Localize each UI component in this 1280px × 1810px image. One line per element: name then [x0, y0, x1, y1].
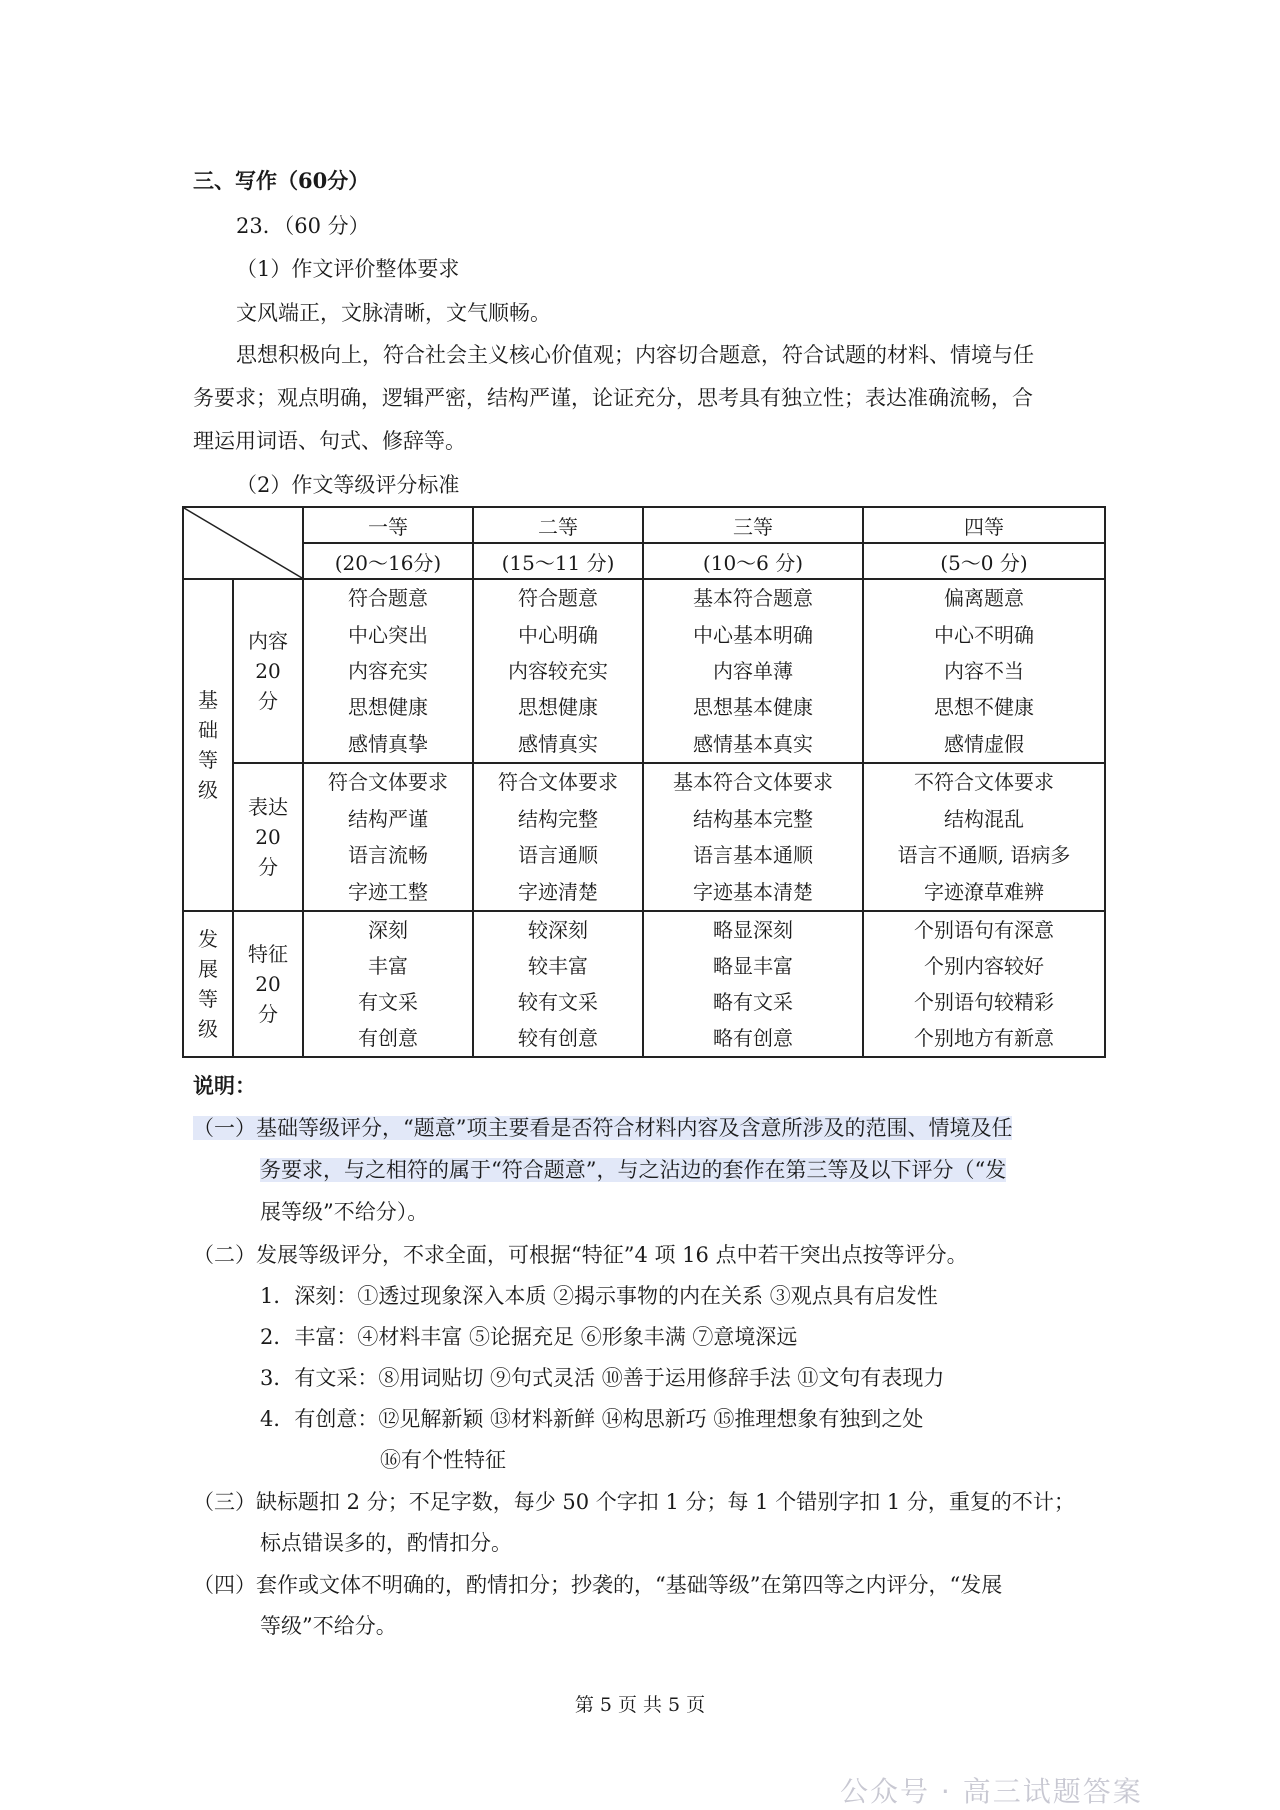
- content-grade-1: 符合题意 中心突出 内容充实 思想健康 感情真挚: [303, 579, 473, 763]
- note-2-item-4: 4．有创意：⑫见解新颖 ⑬材料新鲜 ⑭构思新巧 ⑮推理想象有独到之处: [260, 1407, 924, 1431]
- note-2-item-3: 3．有文采：⑧用词贴切 ⑨句式灵活 ⑩善于运用修辞手法 ⑪文句有表现力: [260, 1366, 945, 1390]
- grade-header-4: 四等: [863, 507, 1105, 543]
- content-grade-2: 符合题意 中心明确 内容较充实 思想健康 感情真实: [473, 579, 643, 763]
- note-3-line-1: （三）缺标题扣 2 分；不足字数，每少 50 个字扣 1 分；每 1 个错别字扣 1 分，重复的不计；: [193, 1490, 1075, 1514]
- requirements-paragraph-2-line-2: 务要求；观点明确，逻辑严密，结构严谨，论证充分，思考具有独立性；表达准确流畅，合: [193, 386, 1033, 410]
- feature-label: 特征 20 分: [233, 911, 303, 1057]
- feature-grade-2: 较深刻 较丰富 较有文采 较有创意: [473, 911, 643, 1057]
- requirements-paragraph-1: 文风端正，文脉清晰，文气顺畅。: [236, 301, 551, 325]
- note-1-line-2: 务要求，与之相符的属于“符合题意”，与之沾边的套作在第三等及以下评分（“发: [260, 1158, 1007, 1182]
- content-label: 内容 20 分: [233, 579, 303, 763]
- express-grade-4: 不符合文体要求 结构混乱 语言不通顺, 语病多 字迹潦草难辨: [863, 763, 1105, 911]
- diagonal-line: [184, 508, 302, 578]
- section-title: 三、写作（60分）: [193, 168, 370, 193]
- watermark: 公众号 · 高三试题答案: [840, 1775, 1143, 1808]
- question-number: 23．（60 分）: [236, 214, 370, 238]
- grade-header-3: 三等: [643, 507, 863, 543]
- requirements-paragraph-2-line-3: 理运用词语、句式、修辞等。: [193, 429, 466, 453]
- express-grade-2: 符合文体要求 结构完整 语言通顺 字迹清楚: [473, 763, 643, 911]
- standards-title: （2）作文等级评分标准: [236, 473, 460, 497]
- content-grade-4: 偏离题意 中心不明确 内容不当 思想不健康 感情虚假: [863, 579, 1105, 763]
- grade-range-3: (10～6 分): [643, 543, 863, 579]
- note-2-item-5: ⑯有个性特征: [380, 1448, 506, 1472]
- note-4-line-2: 等级”不给分。: [260, 1614, 397, 1638]
- requirements-title: （1）作文评价整体要求: [236, 257, 460, 281]
- feature-grade-1: 深刻 丰富 有文采 有创意: [303, 911, 473, 1057]
- feature-grade-3: 略显深刻 略显丰富 略有文采 略有创意: [643, 911, 863, 1057]
- note-2-item-1: 1．深刻：①透过现象深入本质 ②揭示事物的内在关系 ③观点具有启发性: [260, 1284, 938, 1308]
- requirements-paragraph-2-line-1: 思想积极向上，符合社会主义核心价值观；内容切合题意，符合试题的材料、情境与任: [236, 343, 1034, 367]
- grade-range-4: (5～0 分): [863, 543, 1105, 579]
- express-label: 表达 20 分: [233, 763, 303, 911]
- grade-header-2: 二等: [473, 507, 643, 543]
- express-grade-1: 符合文体要求 结构严谨 语言流畅 字迹工整: [303, 763, 473, 911]
- page-footer: 第 5 页 共 5 页: [574, 1694, 706, 1716]
- grade-header-1: 一等: [303, 507, 473, 543]
- notes-title: 说明：: [193, 1073, 256, 1098]
- note-2: （二）发展等级评分，不求全面，可根据“特征”4 项 16 点中若干突出点按等评分。: [193, 1243, 968, 1267]
- note-3-line-2: 标点错误多的，酌情扣分。: [260, 1531, 512, 1555]
- note-2-item-2: 2．丰富：④材料丰富 ⑤论据充足 ⑥形象丰满 ⑦意境深远: [260, 1325, 798, 1349]
- feature-grade-4: 个别语句有深意 个别内容较好 个别语句较精彩 个别地方有新意: [863, 911, 1105, 1057]
- table-corner-cell: [183, 507, 303, 579]
- note-1-line-1: （一）基础等级评分，“题意”项主要看是否符合材料内容及含意所涉及的范围、情境及任: [193, 1116, 1013, 1140]
- content-grade-3: 基本符合题意 中心基本明确 内容单薄 思想基本健康 感情基本真实: [643, 579, 863, 763]
- grade-range-2: (15～11 分): [473, 543, 643, 579]
- grading-rubric-table: [182, 506, 1106, 1058]
- base-level-label: 基 础 等 级: [183, 579, 233, 911]
- express-grade-3: 基本符合文体要求 结构基本完整 语言基本通顺 字迹基本清楚: [643, 763, 863, 911]
- note-4-line-1: （四）套作或文体不明确的，酌情扣分；抄袭的，“基础等级”在第四等之内评分，“发展: [193, 1573, 1003, 1597]
- development-level-label: 发 展 等 级: [183, 911, 233, 1057]
- note-1-line-3: 展等级”不给分）。: [260, 1200, 429, 1224]
- grade-range-1: (20～16分): [303, 543, 473, 579]
